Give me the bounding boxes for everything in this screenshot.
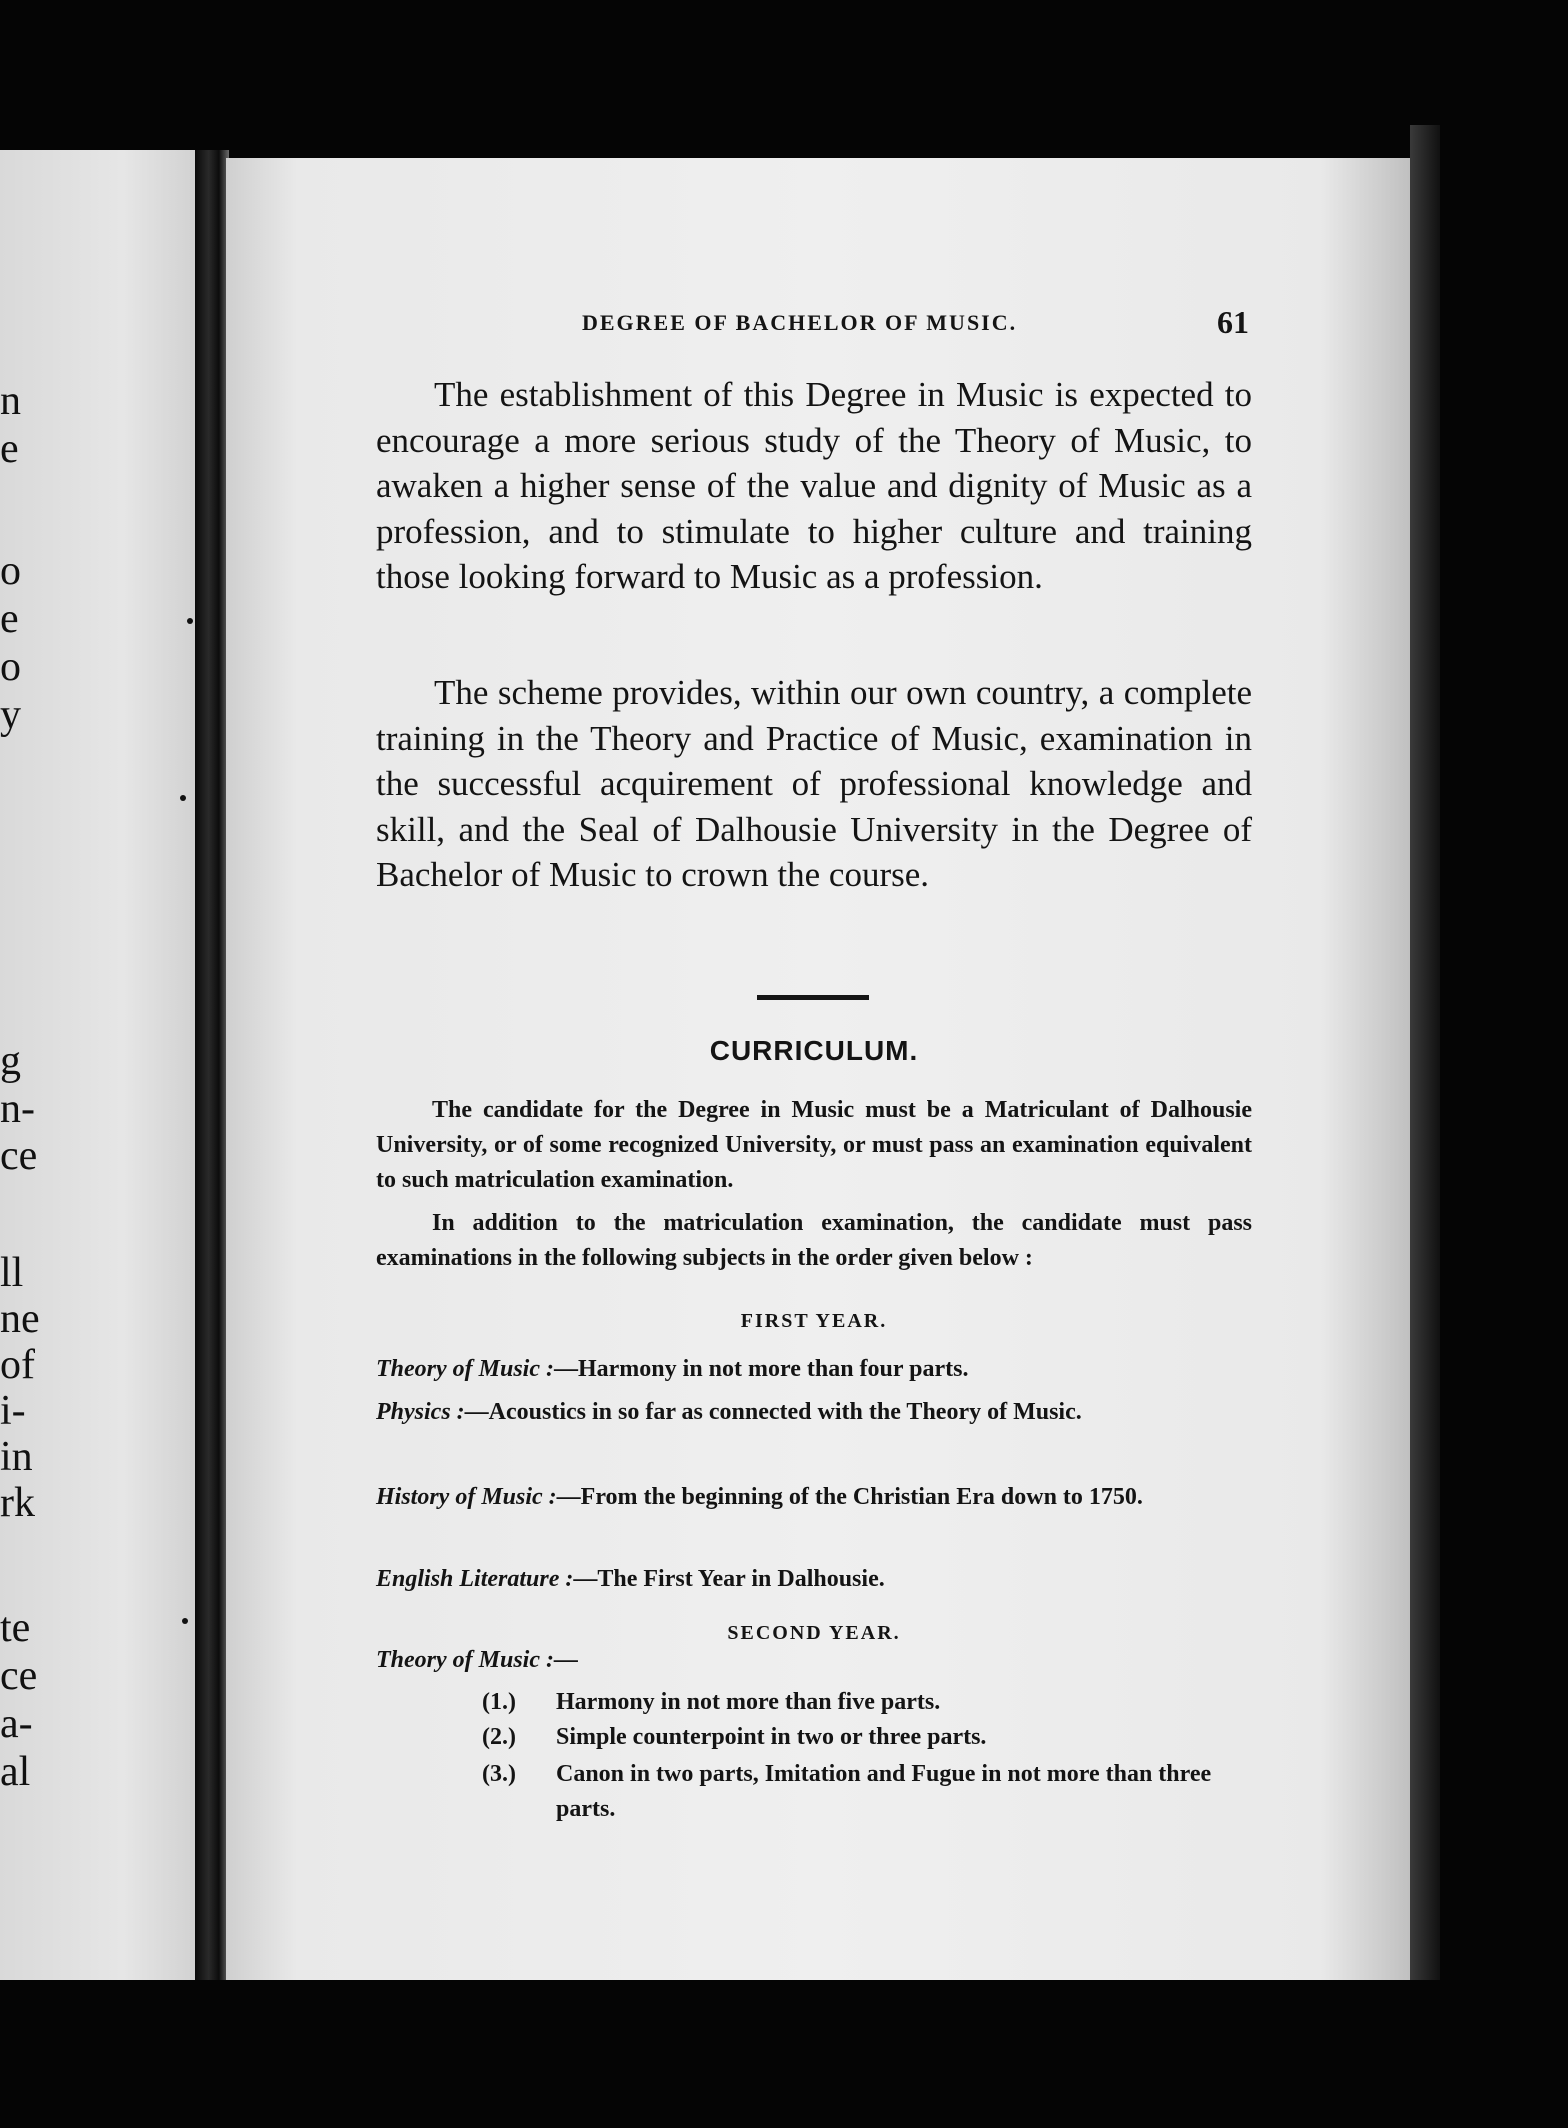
left-fragment: a- [0, 1701, 33, 1747]
first-year-heading: FIRST YEAR. [740, 1310, 888, 1332]
first-year-entry [376, 1352, 1252, 1387]
left-fragment: rk [0, 1480, 35, 1526]
print-speck [182, 1618, 188, 1624]
curriculum-heading: CURRICULUM. [709, 1035, 919, 1066]
entry-subject: History of Music : [376, 1484, 557, 1510]
left-fragment: ce [0, 1133, 38, 1179]
second-year-item [482, 1685, 1252, 1720]
left-fragment: n [0, 378, 21, 424]
print-speck [187, 618, 193, 624]
intro-paragraph-2: The scheme provides, within our own country, a complete training in the Theory and Practice of Music, examination in the successful acquirement of professional knowledge and skill, and the Seal of Dalhousie University in the Degree of Bachelor of Music to crown the course. [376, 673, 1252, 894]
left-fragment: ne [0, 1296, 40, 1342]
item-number: (1.) [482, 1689, 516, 1715]
left-fragment: o [0, 548, 21, 594]
item-number: (3.) [482, 1761, 516, 1787]
left-fragment: ll [0, 1250, 24, 1296]
section-divider [757, 995, 869, 1000]
item-text: Simple counterpoint in two or three parts. [556, 1724, 987, 1750]
left-fragment: e [0, 426, 19, 472]
item-text: Harmony in not more than five parts. [556, 1689, 941, 1715]
entry-text: —The First Year in Dalhousie. [573, 1566, 885, 1592]
running-head: DEGREE OF BACHELOR OF MUSIC. [582, 310, 1018, 335]
intro-paragraph-1: The establishment of this Degree in Music is expected to encourage a more serious study of the Theory of Music, to awaken a higher sense of the value and dignity of Music as a profession, and to stimulate to higher culture and training those looking forward to Music as a profession. [376, 375, 1252, 596]
print-speck [180, 795, 186, 801]
entry-text: —Harmony in not more than four parts. [553, 1356, 969, 1382]
page-number: 61 [1217, 304, 1249, 340]
second-year-item [482, 1757, 1252, 1827]
left-fragment: ce [0, 1653, 38, 1699]
left-fragment: n- [0, 1086, 35, 1132]
item-text: Canon in two parts, Imitation and Fugue in not more than three parts. [556, 1761, 1212, 1822]
entry-subject: Theory of Music : [376, 1356, 554, 1382]
second-year-heading: SECOND YEAR. [727, 1622, 901, 1644]
curriculum-paragraph-1: The candidate for the Degree in Music must be a Matriculant of Dalhousie University, or of some recognized University, or must pass an examination equivalent to such matriculation examination. [376, 1097, 1252, 1193]
left-fragment: in [0, 1434, 33, 1480]
page-edge [1410, 125, 1440, 1980]
left-fragment: i- [0, 1388, 26, 1434]
first-year-entry [376, 1480, 1252, 1515]
left-fragment: of [0, 1342, 35, 1388]
first-year-entry [376, 1395, 1252, 1430]
left-fragment: g [0, 1038, 21, 1084]
left-fragment: y [0, 692, 21, 738]
first-year-entry [376, 1562, 1252, 1597]
entry-subject: Physics : [376, 1399, 465, 1425]
left-fragment: te [0, 1605, 31, 1651]
left-fragment: al [0, 1749, 31, 1795]
book-gutter [195, 150, 229, 1980]
second-year-subject: Theory of Music :— [376, 1647, 578, 1673]
left-fragment: e [0, 596, 19, 642]
entry-subject: English Literature : [376, 1566, 574, 1592]
second-year-item [482, 1720, 1252, 1755]
left-fragment: o [0, 644, 21, 690]
item-number: (2.) [482, 1724, 516, 1750]
curriculum-paragraph-2: In addition to the matriculation examination, the candidate must pass examinations in the following subjects in the order given below : [376, 1210, 1252, 1271]
entry-text: —Acoustics in so far as connected with the Theory of Music. [464, 1399, 1082, 1425]
entry-text: —From the beginning of the Christian Era down to 1750. [556, 1484, 1143, 1510]
